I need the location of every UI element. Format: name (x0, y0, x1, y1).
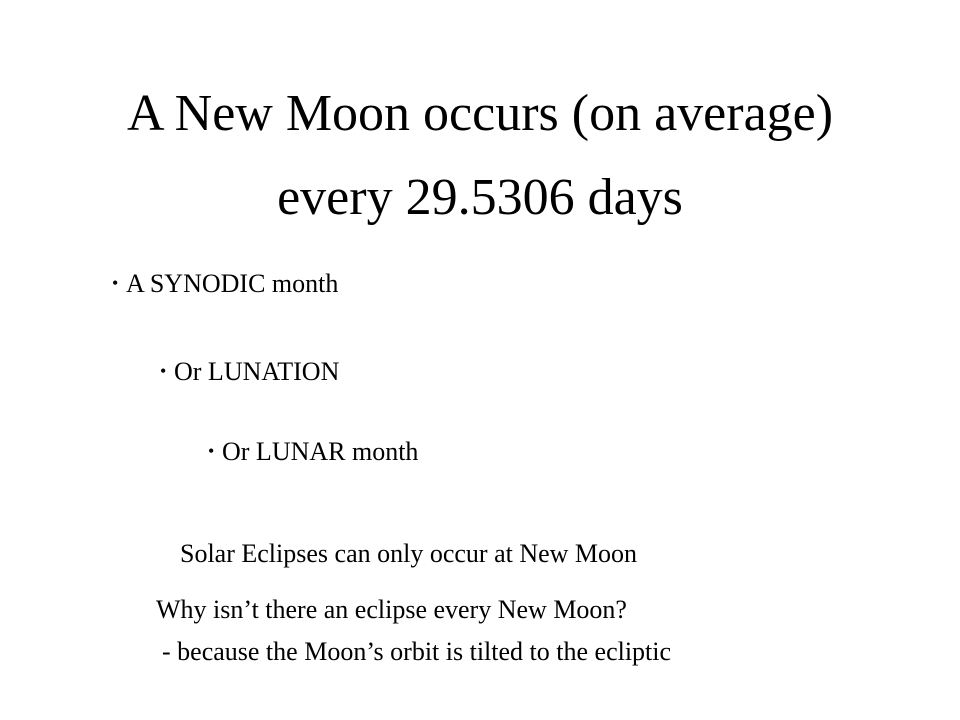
eclipse-statement: Solar Eclipses can only occur at New Moon (180, 539, 638, 568)
bullet-icon: • (160, 361, 167, 381)
title-line-2: every 29.5306 days (277, 169, 683, 227)
bullet-item-lunar-month (208, 436, 418, 467)
bullet-icon: • (112, 273, 119, 293)
title-line-1: A New Moon occurs (on average) (126, 85, 834, 142)
bullet-text: A SYNODIC month (126, 269, 339, 298)
bullet-item-synodic-month (112, 268, 338, 299)
slide-title (0, 72, 960, 240)
bullet-text: Or LUNAR month (222, 437, 419, 466)
bullet-icon: • (208, 441, 215, 461)
bullet-text: Or LUNATION (174, 357, 340, 386)
eclipse-answer: - because the Moon’s orbit is tilted to the ecliptic (162, 637, 672, 666)
eclipse-question: Why isn’t there an eclipse every New Moon? (156, 595, 627, 624)
bullet-item-lunation (160, 356, 339, 387)
